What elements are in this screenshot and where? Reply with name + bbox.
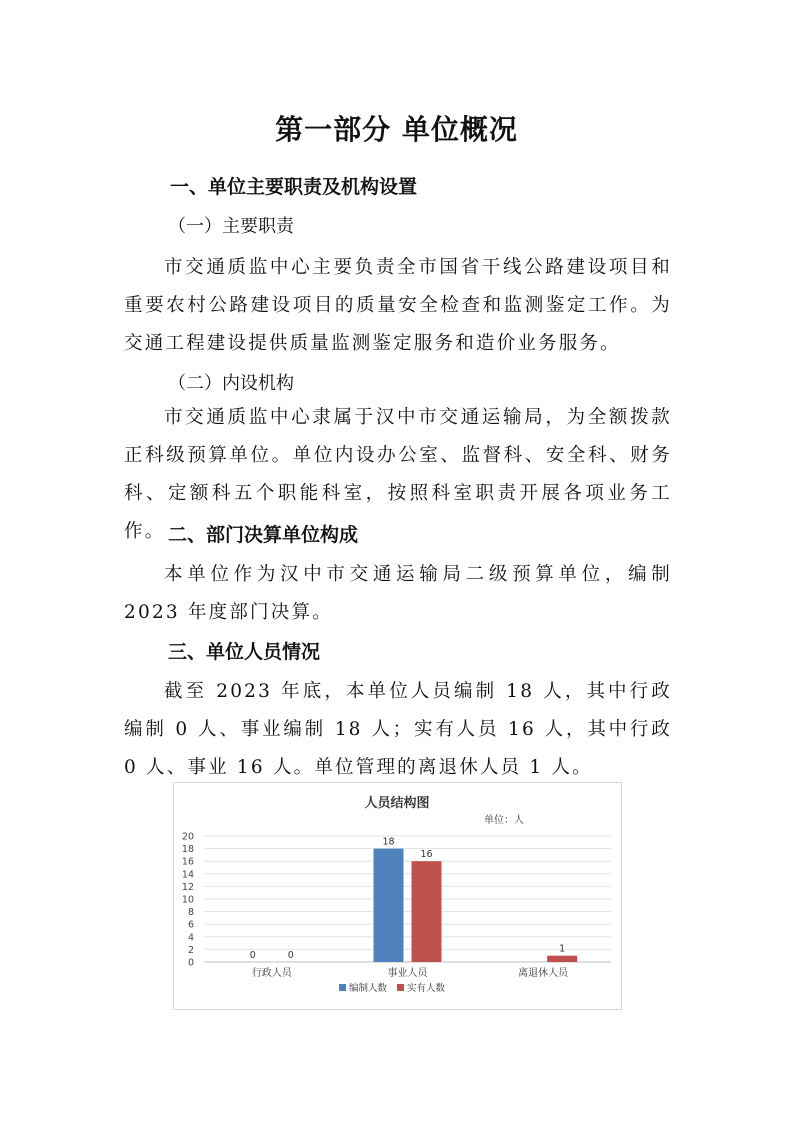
section-heading-staff: 三、单位人员情况 [168, 641, 321, 663]
y-tick-label: 2 [187, 944, 194, 956]
y-tick-label: 4 [187, 932, 194, 944]
y-tick-label: 10 [181, 894, 194, 906]
chart-canvas [174, 783, 621, 1009]
y-tick-label: 6 [187, 919, 194, 931]
legend-label: 编制人数 [349, 983, 388, 994]
legend-swatch [397, 984, 404, 991]
y-tick-label: 0 [187, 957, 194, 969]
section-heading-responsibilities: 一、单位主要职责及机构设置 [170, 176, 418, 198]
chart-unit-note: 单位：人 [484, 815, 524, 826]
y-tick-label: 20 [181, 831, 194, 843]
bar-实有人数-离退休人员 [547, 956, 577, 962]
data-label: 1 [559, 943, 566, 955]
bar-实有人数-事业人员 [412, 861, 442, 962]
section-heading-unit-composition: 二、部门决算单位构成 [168, 524, 359, 546]
data-label: 16 [420, 849, 433, 861]
bar-编制人数-事业人员 [374, 849, 404, 962]
y-tick-label: 14 [181, 869, 194, 881]
legend-swatch [339, 984, 346, 991]
y-tick-label: 18 [181, 844, 194, 856]
staff-paragraph: 截至 2023 年底，本单位人员编制 18 人，其中行政编制 0 人、事业编制 18 人；实有人员 16 人，其中行政 0 人、事业 16 人。单位管理的离退休人员 1 人。 [124, 681, 672, 778]
subsection-heading-internal-structure: （二）内设机构 [168, 373, 294, 394]
x-tick-label: 行政人员 [251, 968, 292, 979]
x-tick-label: 事业人员 [387, 968, 428, 979]
subsection-heading-main-duties: （一）主要职责 [168, 216, 294, 237]
internal-structure-paragraph: 市交通质监中心隶属于汉中市交通运输局，为全额拨款正科级预算单位。单位内设办公室、监督科、安全科、财务科、定额科五个职能科室，按照科室职责开展各项业务工作。 [124, 407, 672, 542]
y-tick-label: 8 [187, 907, 194, 919]
chart-title: 人员结构图 [364, 796, 430, 811]
data-label: 0 [287, 950, 294, 961]
data-label: 0 [249, 950, 256, 961]
page-title: 第一部分 单位概况 [275, 113, 518, 146]
y-tick-label: 12 [181, 881, 194, 893]
staff-structure-chart [173, 782, 622, 1010]
main-duties-paragraph: 市交通质监中心主要负责全市国省干线公路建设项目和重要农村公路建设项目的质量安全检查和监测鉴定工作。为交通工程建设提供质量监测鉴定服务和造价业务服务。 [124, 257, 672, 354]
legend-label: 实有人数 [407, 983, 446, 994]
y-tick-label: 16 [181, 856, 194, 868]
unit-composition-paragraph: 本单位作为汉中市交通运输局二级预算单位，编制 2023 年度部门决算。 [124, 564, 672, 623]
data-label: 18 [382, 836, 395, 848]
x-tick-label: 离退休人员 [518, 968, 569, 979]
